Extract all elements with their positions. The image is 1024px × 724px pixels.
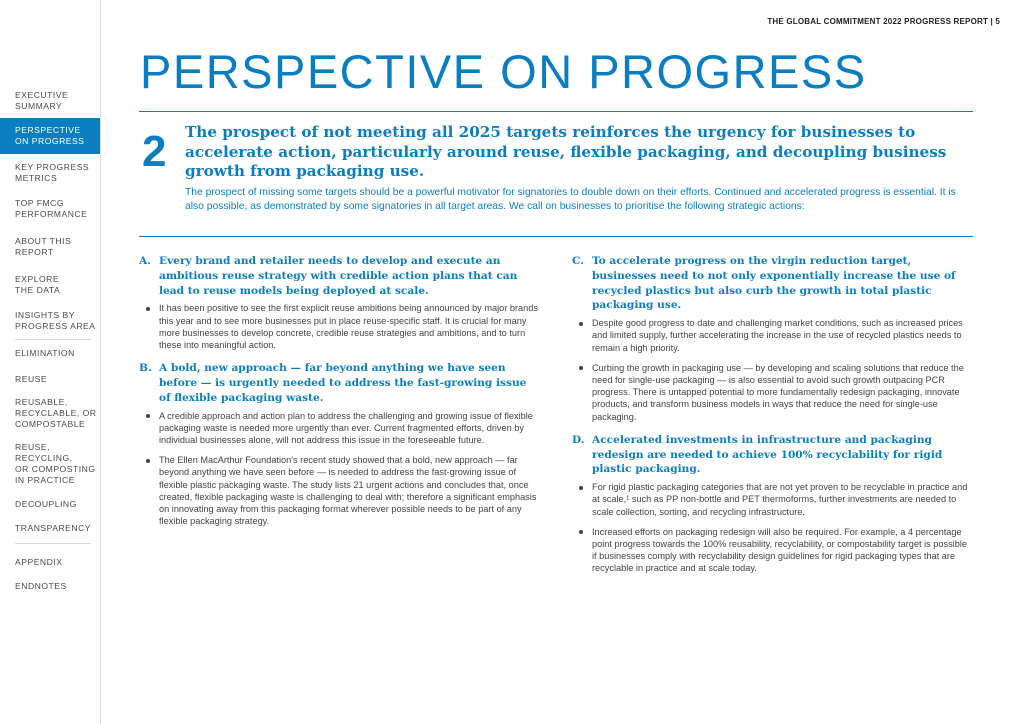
section-heading <box>572 254 972 313</box>
bullet-list <box>139 302 539 351</box>
section-heading <box>139 254 539 298</box>
sidebar-item-reuse[interactable]: REUSE <box>15 374 48 384</box>
sidebar-item-elimination[interactable]: ELIMINATION <box>15 348 75 358</box>
left-column <box>139 254 539 537</box>
bullet-list <box>139 410 539 528</box>
bullet-list <box>572 481 972 574</box>
sidebar-item-reuse-recycling-composting[interactable]: REUSE, RECYCLING, OR COMPOSTING IN PRACTICE <box>15 442 96 485</box>
bullet-item: Curbing the growth in packaging use — by developing and scaling solutions that reduce the need for single-use packaging — is also essential to avoid such growth outpacing PCR progress. There is untapped potential to more fundamentally redesign packaging, innovate products, and transform business models in ways that reduce the need for single-use packaging. <box>572 362 972 423</box>
bullet-item: A credible approach and action plan to address the challenging and growing issue of flexible packaging waste is needed more urgently than ever. Current fragmented efforts, driven by individual businesses alone, will not address this issue in the foreseeable future. <box>139 410 539 447</box>
bullet-item: Increased efforts on packaging redesign will also be required. For example, a 4 percentage point progress towards the 100% reusability, recyclability, or compostability target is possible if businesses comply with recyclability design guidelines for rigid packaging types that are recyclable in practice and at scale today. <box>572 526 972 575</box>
section-letter: D. <box>572 433 585 446</box>
bullet-item: The Ellen MacArthur Foundation's recent study showed that a bold, new approach — far beyond anything we have seen before — is needed to address the fast-growing issue of flexible plastic packaging waste. The study lists 21 urgent actions and concludes that, once created, flexible packaging waste is challenging to deal with; therefore a significant emphasis on innovating away from this packaging format wherever possible needs to be part of any flexible packaging strategy. <box>139 454 539 527</box>
section-letter: A. <box>139 255 151 267</box>
sidebar-item-executive-summary[interactable]: EXECUTIVE SUMMARY <box>15 90 69 111</box>
bottom-rule <box>139 236 973 237</box>
sidebar-nav <box>0 0 101 724</box>
sidebar-item-top-fmcg-performance[interactable]: TOP FMCG PERFORMANCE <box>15 198 88 219</box>
sidebar-item-appendix[interactable]: APPENDIX <box>15 557 63 567</box>
sidebar-item-insights-by-progress-area[interactable]: INSIGHTS BY PROGRESS AREA <box>15 310 96 331</box>
section-number: 2 <box>142 127 167 176</box>
sidebar-item-about-this-report[interactable]: ABOUT THIS REPORT <box>15 236 72 257</box>
action-section-a <box>139 254 539 351</box>
page-title: PERSPECTIVE ON PROGRESS <box>140 45 867 98</box>
sidebar-item-perspective-on-progress[interactable]: PERSPECTIVE ON PROGRESS <box>0 118 100 154</box>
report-header: THE GLOBAL COMMITMENT 2022 PROGRESS REPORT | 5 <box>767 17 1000 26</box>
action-section-d <box>572 433 972 575</box>
section-title: A bold, new approach — far beyond anything we have seen before — is urgently needed to address the fast-growing issue of flexible packaging waste. <box>159 362 527 404</box>
section-title: To accelerate progress on the virgin reduction target, businesses need to not only exponentially increase the use of recycled plastics but also curb the growth in total plastic packaging use. <box>592 255 956 312</box>
action-section-c <box>572 254 972 423</box>
sidebar-item-reusable-recyclable-compostable[interactable]: REUSABLE, RECYCLABLE, OR COMPOSTABLE <box>15 397 97 429</box>
section-heading <box>572 433 972 477</box>
section-letter: B. <box>139 362 152 375</box>
sidebar-item-transparency[interactable]: TRANSPARENCY <box>15 523 92 533</box>
section-title: Every brand and retailer needs to develop and execute an ambitious reuse strategy with credible action plans that can lead to reuse models being deployed at scale. <box>159 255 518 297</box>
top-rule <box>139 111 973 112</box>
bullet-item: For rigid plastic packaging categories that are not yet proven to be recyclable in practice and at scale,¹ such as PP non-bottle and PET thermoforms, further investments are needed to scale collection, sorting, and recycling infrastructure. <box>572 481 972 518</box>
section-title: Accelerated investments in infrastructure and packaging redesign are needed to achieve 100% recyclability for rigid plastic packaging. <box>592 433 943 476</box>
section-letter: C. <box>572 255 584 267</box>
sidebar-item-endnotes[interactable]: ENDNOTES <box>15 581 67 591</box>
sidebar-item-decoupling[interactable]: DECOUPLING <box>15 499 77 509</box>
intro-paragraph: The prospect of missing some targets should be a powerful motivator for signatories to double down on their efforts. Continued and accelerated progress is essential. It is also possible, as demonstrated by some signatories in all target areas. We call on businesses to prioritise the following strategic actions: <box>185 187 956 212</box>
sidebar-divider <box>15 339 91 340</box>
bullet-item: It has been positive to see the first explicit reuse ambitions being announced by major brands this year and to see more businesses put in place reuse-specific staff. It is crucial for many more businesses to develop concrete, credible reuse strategies and ambitions, and to turn these into meaningful action. <box>139 302 539 351</box>
headline: The prospect of not meeting all 2025 targets reinforces the urgency for businesses to accelerate action, particularly around reuse, flexible packaging, and decoupling business growth from packaging use. <box>185 123 947 180</box>
right-column <box>572 254 972 585</box>
sidebar-item-key-progress-metrics[interactable]: KEY PROGRESS METRICS <box>15 162 90 183</box>
bullet-item: Despite good progress to date and challenging market conditions, such as increased prices and limited supply, further accelerating the increase in the use of recycled plastics needs to remain a high priority. <box>572 317 972 354</box>
bullet-list <box>572 317 972 423</box>
action-section-b <box>139 361 539 527</box>
sidebar-item-explore-the-data[interactable]: EXPLORE THE DATA <box>15 274 61 295</box>
sidebar-divider <box>15 543 91 544</box>
section-heading <box>139 361 539 405</box>
